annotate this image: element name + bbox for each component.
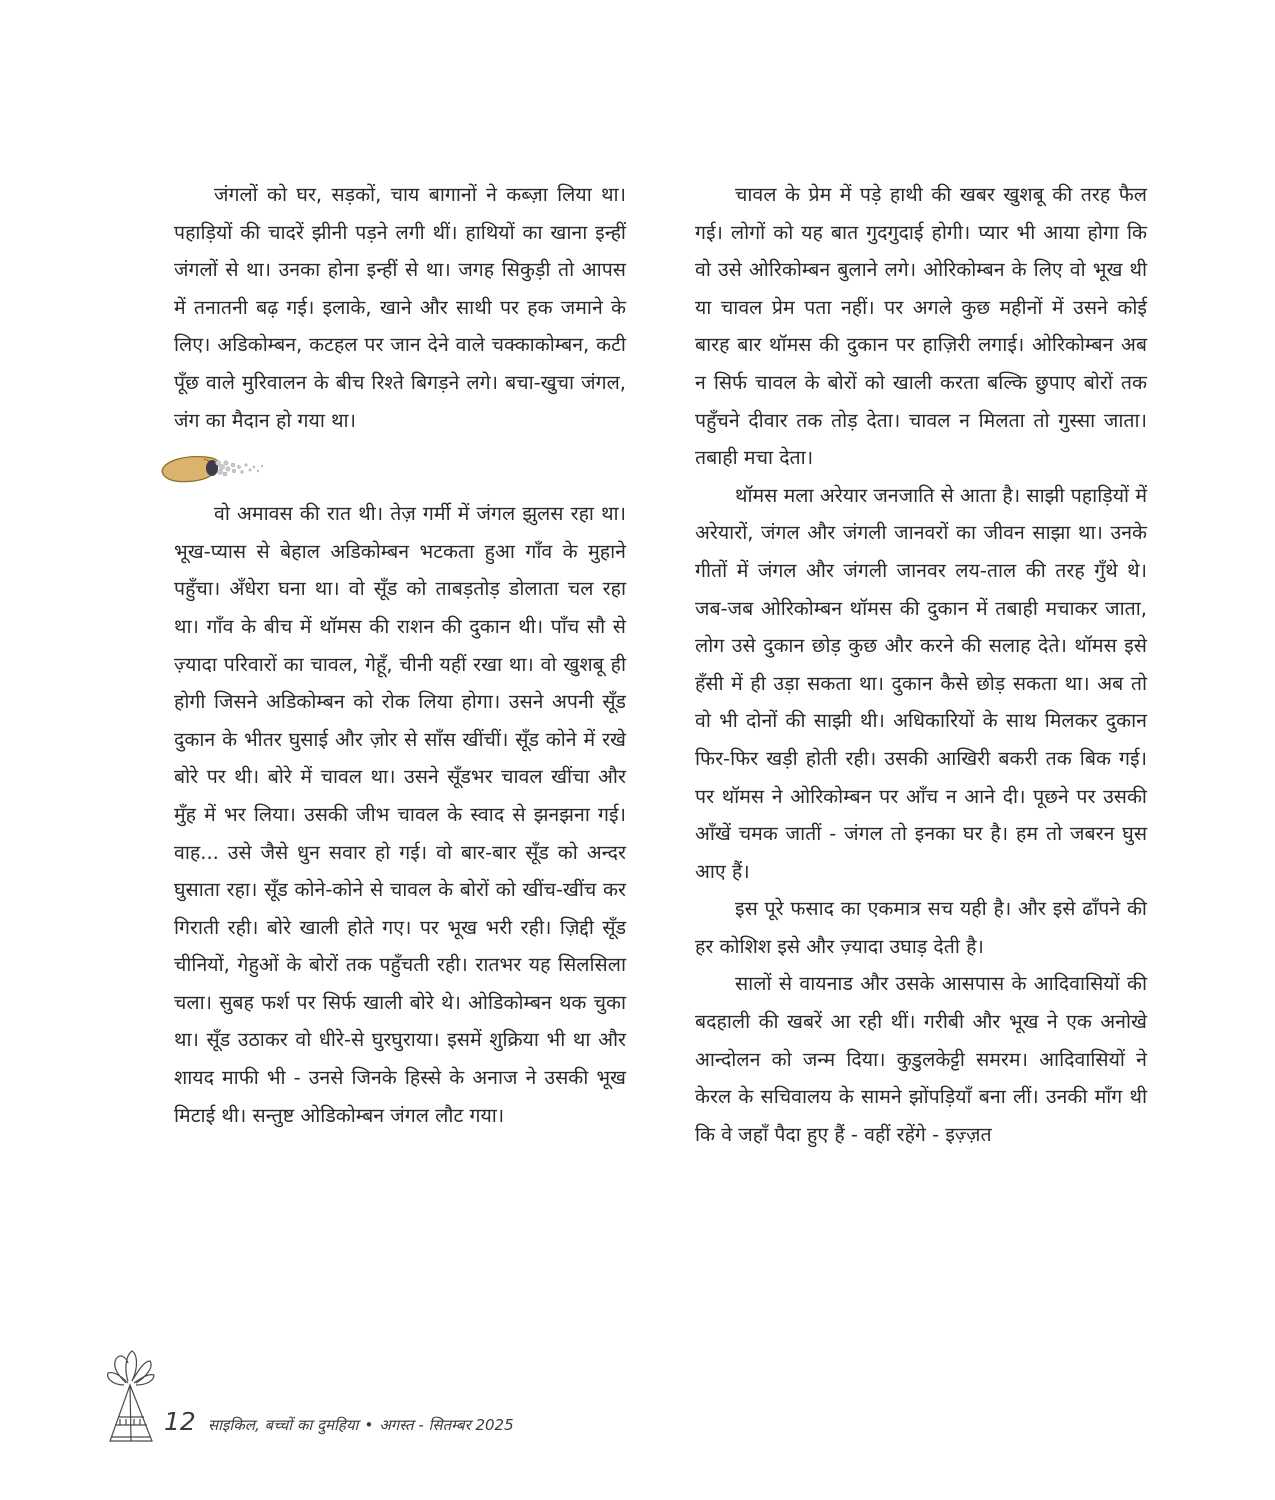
paragraph-wayanad: सालों से वायनाड और उसके आसपास के आदिवासियों की बदहाली की खबरें आ रही थीं। गरीबी और भूख ने एक अनोखे आन्दोलन को जन्म दिया। कुडुलकेट्टी समरम। आदिवासियों ने केरल के सचिवालय के सामने झोंपड़ियाँ बना लीं। उनकी माँग थी कि वे जहाँ पैदा हुए हैं - वहीं रहेंगे - इज़्ज़त: [695, 972, 1147, 1146]
paragraph-forest-conflict: जंगलों को घर, सड़कों, चाय बागानों ने कब्ज़ा लिया था। पहाड़ियों की चादरें झीनी पड़ने लगी थीं। हाथियों का खाना इन्हीं जंगलों से था। उनका होना इन्हीं से था। जगह सिकुड़ी तो आपस में तनातनी बढ़ गई। इलाके, खाने और साथी पर हक जमाने के लिए। अडिकोम्बन, कटहल पर जान देने वाले चक्काकोम्बन, कटी पूँछ वाले मुरिवालन के बीच रिश्ते बिगड़ने लगे। बचा-खुचा जंगल, जंग का मैदान हो गया था।: [174, 183, 626, 432]
footer-publication-info: [208, 1415, 514, 1435]
issue-date: अगस्त - सितम्बर 2025: [379, 1416, 514, 1434]
paragraph-moonless-night: वो अमावस की रात थी। तेज़ गर्मी में जंगल झुलस रहा था। भूख-प्यास से बेहाल अडिकोम्बन भटकता हुआ गाँव के मुहाने पहुँचा। अँधेरा घना था। वो सूँड को ताबड़तोड़ डोलाता चल रहा था। गाँव के बीच में थॉमस की राशन की दुकान थी। पाँच सौ से ज़्यादा परिवारों का चावल, गेहूँ, चीनी यहीं रखा था। वो खुशबू ही होगी जिसने अडिकोम्बन को रोक लिया होगा। उसने अपनी सूँड दुकान के भीतर घुसाई और ज़ोर से साँस खींचीं। सूँड कोने में रखे बोरे पर थी। बोरे में चावल था। उसने सूँडभर चावल खींचा और मुँह में भर लिया। उसकी जीभ चावल के स्वाद से झनझना गई। वाह... उसे जैसे धुन सवार हो गई। वो बार-बार सूँड को अन्दर घुसाता रहा। सूँड कोने-कोने से चावल के बोरों को खींच-खींच कर गिराती रही। बोरे खाली होते गए। पर भूख भरी रही। ज़िद्दी सूँड चीनियों, गेहुओं के बोरों तक पहुँचती रही। रातभर यह सिलसिला चला। सुबह फर्श पर सिर्फ खाली बोरे थे। ओडिकोम्बन थक चुका था। सूँड उठाकर वो धीरे-से घुरघुराया। इसमें शुक्रिया भी था और शायद माफी भी - उनसे जिनके हिस्से के अनाज ने उसकी भूख मिटाई थी। सन्तुष्ट ओडिकोम्बन जंगल लौट गया।: [174, 502, 626, 1127]
footer-separator: •: [364, 1416, 374, 1434]
page-number: 12: [164, 1407, 196, 1436]
right-column: [695, 176, 1147, 1153]
paragraph-only-truth: इस पूरे फसाद का एकमात्र सच यही है। और इसे ढाँपने की हर कोशिश इसे और ज़्यादा उघाड़ देती है।: [695, 897, 1147, 958]
magazine-name: साइकिल, बच्चों का दुमहिया: [208, 1416, 359, 1434]
page-footer: [98, 1345, 598, 1445]
left-column: [174, 176, 626, 1134]
paragraph-rice-love: चावल के प्रेम में पड़े हाथी की खबर खुशबू की तरह फैल गई। लोगों को यह बात गुदगुदाई होगी। प्यार भी आया होगा कि वो उसे ओरिकोम्बन बुलाने लगे। ओरिकोम्बन के लिए वो भूख थी या चावल प्रेम पता नहीं। पर अगले कुछ महीनों में उसने कोई बारह बार थॉमस की दुकान पर हाज़िरी लगाई। ओरिकोम्बन अब न सिर्फ चावल के बोरों को खाली करता बल्कि छुपाए बोरों तक पहुँचने दीवार तक तोड़ देता। चावल न मिलता तो गुस्सा जाता। तबाही मचा देता।: [695, 183, 1147, 470]
rice-sack-icon: [154, 443, 284, 487]
decorative-tree-cone-icon: [98, 1345, 168, 1445]
paragraph-thomas: थॉमस मला अरेयार जनजाति से आता है। साझी पहाड़ियों में अरेयारों, जंगल और जंगली जानवरों का जीवन साझा था। उनके गीतों में जंगल और जंगली जानवर लय-ताल की तरह गुँथे थे। जब-जब ओरिकोम्बन थॉमस की दुकान में तबाही मचाकर जाता, लोग उसे दुकान छोड़ कुछ और करने की सलाह देते। थॉमस इसे हँसी में ही उड़ा सकता था। दुकान कैसे छोड़ सकता था। अब तो वो भी दोनों की साझी थी। अधिकारियों के साथ मिलकर दुकान फिर-फिर खड़ी होती रही। उसकी आखिरी बकरी तक बिक गई। पर थॉमस ने ओरिकोम्बन पर आँच न आने दी। पूछने पर उसकी आँखें चमक जातीं - जंगल तो इनका घर है। हम तो जबरन घुस आए हैं।: [695, 483, 1147, 883]
